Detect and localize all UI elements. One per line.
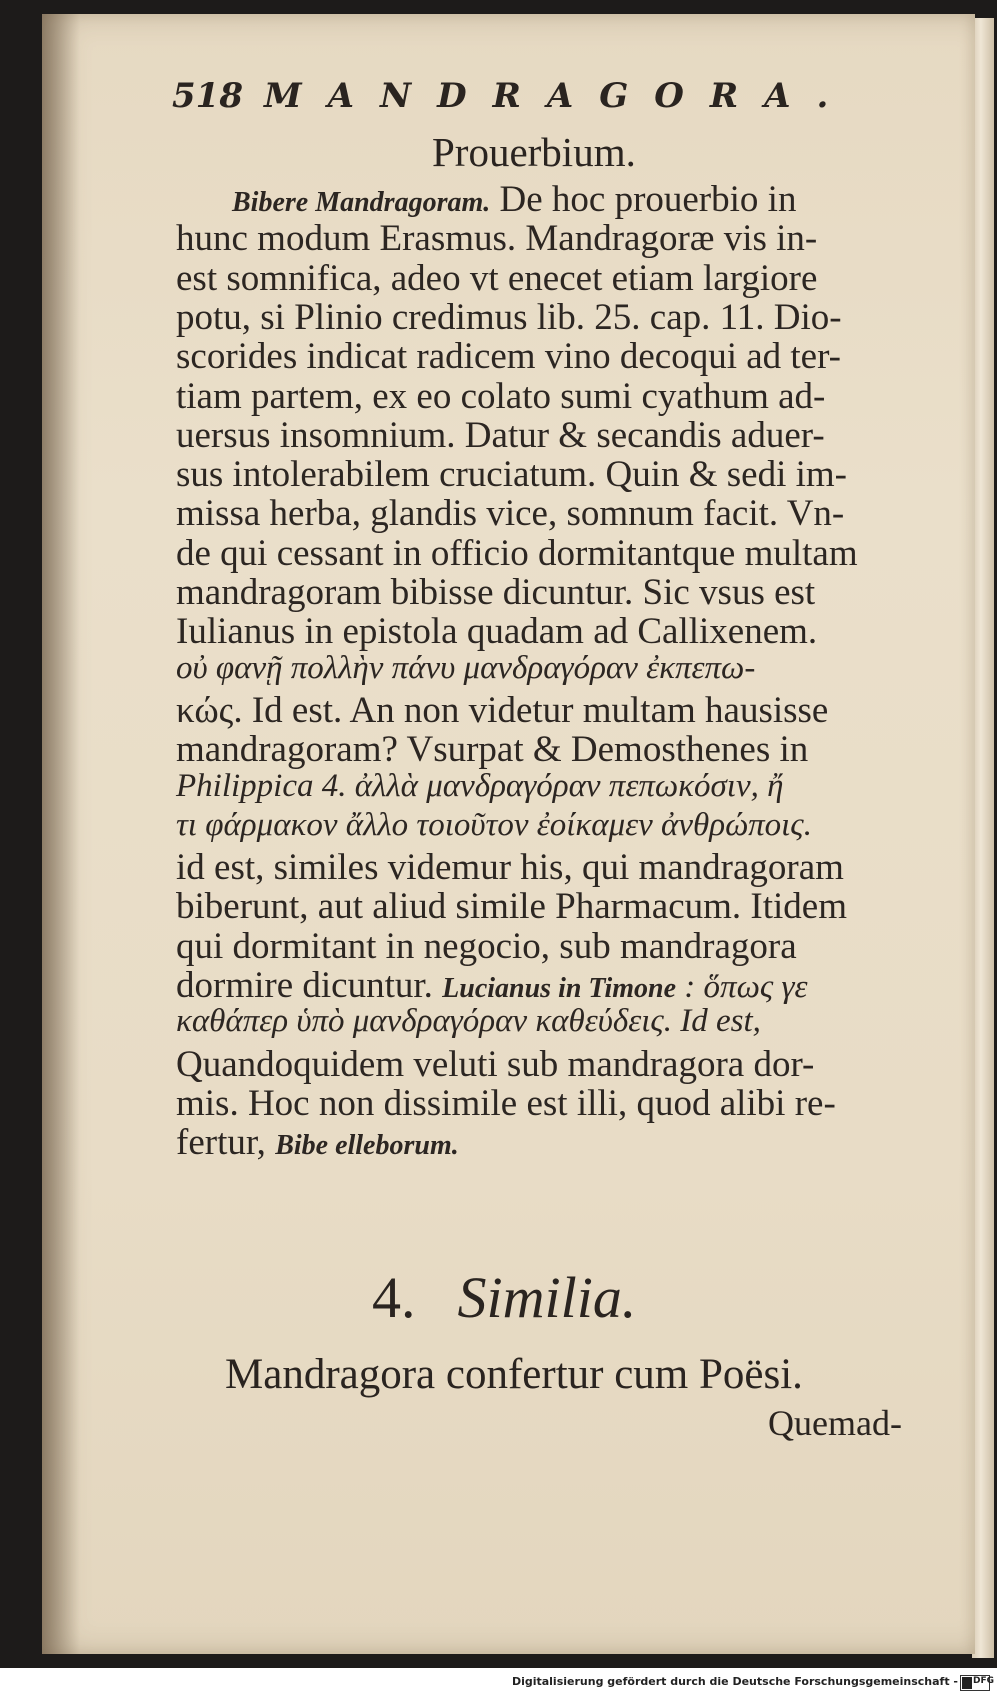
- text-line: [176, 414, 825, 457]
- text-line: [176, 768, 783, 805]
- gutter-shadow: [42, 14, 80, 1654]
- line-text: tiam partem, ex eo colato sumi cyathum ad-: [176, 376, 826, 417]
- greek-text: οὐ φανῇ πολλὴν πάνυ μανδραγόραν ἐκπεπω-: [176, 650, 756, 686]
- line-text: De hoc prouerbio in: [490, 179, 797, 220]
- text-line: [176, 1003, 761, 1040]
- text-line: [176, 492, 844, 535]
- page-number: 518: [172, 76, 243, 116]
- italic-citation: Lucianus in Timone: [442, 973, 677, 1004]
- line-text: sus intolerabilem cruciatum. Quin & sedi im-: [176, 454, 848, 495]
- line-text: mis. Hoc non dissimile est illi, quod alibi re-: [176, 1083, 836, 1124]
- line-text: id est, similes videmur his, qui mandragoram: [176, 847, 844, 888]
- line-text: mandragoram? Vsurpat & Demosthenes in: [176, 729, 809, 770]
- text-line: [232, 178, 796, 221]
- greek-text: καθάπερ ὑπὸ μανδραγόραν καθεύδεις. Id est,: [176, 1003, 761, 1039]
- chapter-heading: [372, 1264, 636, 1331]
- section-title: Prouerbium.: [432, 129, 636, 175]
- text-line: [176, 885, 847, 928]
- text-line: [176, 257, 817, 300]
- line-text: κώς. Id est. An non videtur multam hausisse: [176, 690, 829, 731]
- italic-citation: Bibere Mandragoram.: [232, 187, 491, 218]
- line-text: potu, si Plinio credimus lib. 25. cap. 11. Dio-: [176, 297, 842, 338]
- line-text: est somnifica, adeo vt enecet etiam largiore: [176, 258, 818, 299]
- line-text: Iulianus in epistola quadam ad Callixenem.: [176, 611, 818, 652]
- text-line: [176, 1043, 814, 1086]
- text-line: [176, 846, 844, 889]
- greek-text: Philippica 4. ἀλλὰ μανδραγόραν πεπωκόσιν, ἤ: [176, 768, 784, 804]
- text-line: [176, 1121, 459, 1164]
- running-title: MANDRAGORA.: [264, 76, 855, 116]
- text-line: [176, 453, 847, 496]
- line-text: de qui cessant in officio dormitantque multam: [176, 533, 858, 574]
- text-line: [176, 375, 825, 418]
- text-line: [176, 728, 808, 771]
- funding-note: Digitalisierung gefördert durch die Deutsche Forschungsgemeinschaft -: [511, 1675, 958, 1688]
- line-text: dormire dicuntur.: [176, 965, 443, 1006]
- greek-text: τι φάρμακον ἄλλο τοιοῦτον ἐοίκαμεν ἀνθρώποις.: [176, 807, 812, 843]
- text-line: [176, 335, 841, 378]
- chapter-number: 4.: [372, 1265, 416, 1330]
- text-line: [176, 964, 808, 1007]
- chapter-title: Similia.: [457, 1265, 637, 1330]
- text-line: [176, 571, 815, 614]
- text-line: [176, 689, 828, 732]
- line-text: uersus insomnium. Datur & secandis aduer-: [176, 415, 825, 456]
- line-text: missa herba, glandis vice, somnum facit. Vn-: [176, 493, 845, 534]
- text-line: [176, 217, 817, 260]
- line-text: hunc modum Erasmus. Mandragoræ vis in-: [176, 218, 818, 259]
- line-text: mandragoram bibisse dicuntur. Sic vsus est: [176, 572, 816, 613]
- dfg-logo: DFG: [960, 1675, 990, 1691]
- text-line: [176, 296, 842, 339]
- text-line: [176, 532, 858, 575]
- chapter-subtitle: Mandragora confertur cum Poësi.: [225, 1351, 803, 1398]
- line-text: Quandoquidem veluti sub mandragora dor-: [176, 1044, 815, 1085]
- line-text: biberunt, aut aliud simile Pharmacum. Itidem: [176, 886, 847, 927]
- text-line: [176, 1082, 836, 1125]
- line-text: fertur,: [176, 1122, 276, 1163]
- running-header: [172, 76, 855, 116]
- line-text: qui dormitant in negocio, sub mandragora: [176, 926, 797, 967]
- text-line: [176, 925, 797, 968]
- footer-bar: [0, 1672, 1000, 1696]
- page-edge: [972, 18, 994, 1658]
- text-line: [176, 807, 812, 844]
- catchword: Quemad-: [768, 1403, 902, 1443]
- line-text: scorides indicat radicem vino decoqui ad ter-: [176, 336, 842, 377]
- text-line: [176, 610, 817, 653]
- italic-citation: Bibe elleborum.: [275, 1130, 459, 1161]
- line-text: : ὅπως γε: [676, 969, 808, 1005]
- text-line: [176, 650, 755, 687]
